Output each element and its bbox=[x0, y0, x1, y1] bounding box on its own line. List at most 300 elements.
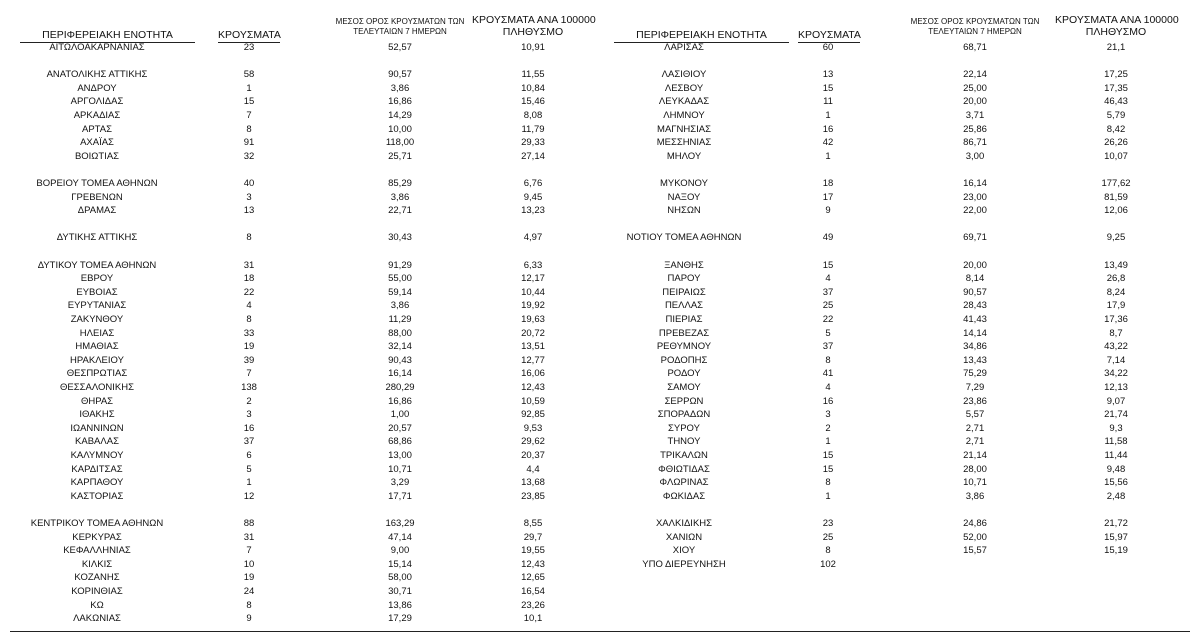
cases-cell: 4 bbox=[246, 300, 252, 312]
table-row bbox=[0, 531, 600, 545]
cases-cell: 41 bbox=[822, 368, 834, 380]
cases-cell: 37 bbox=[822, 341, 834, 353]
region-cell: ΕΥΒΟΙΑΣ bbox=[76, 286, 118, 298]
per100k-cell: 10,59 bbox=[521, 395, 545, 407]
table-row bbox=[600, 68, 1200, 82]
avg7-cell: 86,71 bbox=[963, 137, 987, 149]
cases-cell: 88 bbox=[243, 518, 255, 529]
avg7-header-line2: ΤΕΛΕΥΤΑΙΩΝ 7 ΗΜΕΡΩΝ bbox=[928, 26, 1022, 36]
region-cell: ΠΕΙΡΑΙΩΣ bbox=[662, 286, 706, 298]
cases-cell: 2 bbox=[825, 422, 831, 434]
region-column-header: ΠΕΡΙΦΕΡΕΙΑΚΗ ΕΝΟΤΗΤΑ bbox=[20, 29, 195, 43]
table-row bbox=[600, 354, 1200, 368]
table-row bbox=[0, 136, 600, 150]
table-row bbox=[0, 191, 600, 205]
cases-cell: 31 bbox=[243, 259, 255, 271]
per100k-cell: 16,06 bbox=[521, 368, 545, 380]
region-cell: ΣΠΟΡΑΔΩΝ bbox=[657, 409, 711, 421]
per100k-cell: 12,65 bbox=[521, 572, 545, 584]
table-row bbox=[600, 531, 1200, 545]
table-row bbox=[0, 422, 600, 436]
avg7-cell: 32,14 bbox=[388, 341, 412, 353]
region-cell: ΓΡΕΒΕΝΩΝ bbox=[71, 191, 123, 203]
table-row bbox=[600, 123, 1200, 137]
region-cell: ΙΘΑΚΗΣ bbox=[79, 409, 115, 421]
avg7-cell: 58,00 bbox=[388, 572, 412, 584]
region-cell: ΒΟΙΩΤΙΑΣ bbox=[74, 150, 120, 162]
region-cell: ΑΙΤΩΛΟΑΚΑΡΝΑΝΙΑΣ bbox=[49, 42, 145, 53]
cases-cell: 7 bbox=[246, 368, 252, 380]
table-row bbox=[0, 599, 600, 613]
per100k-cell: 21,1 bbox=[1106, 42, 1126, 53]
per100k-cell: 81,59 bbox=[1104, 191, 1128, 203]
per100k-cell: 43,22 bbox=[1104, 341, 1128, 353]
region-cell: ΝΗΣΩΝ bbox=[667, 205, 701, 217]
avg7-cell: 16,86 bbox=[388, 395, 412, 407]
avg7-cell: 3,29 bbox=[390, 477, 410, 489]
per100k-cell: 10,91 bbox=[521, 42, 545, 53]
cases-cell: 3 bbox=[246, 191, 252, 203]
table-row bbox=[600, 82, 1200, 96]
avg7-cell: 88,00 bbox=[388, 327, 412, 339]
per100k-cell: 23,85 bbox=[521, 490, 545, 502]
avg7-cell: 2,71 bbox=[965, 422, 985, 434]
table-row bbox=[0, 123, 600, 137]
cases-cell: 25 bbox=[822, 531, 834, 543]
region-cell: ΒΟΡΕΙΟΥ ΤΟΜΕΑ ΑΘΗΝΩΝ bbox=[36, 178, 158, 189]
per100k-cell: 29,33 bbox=[521, 137, 545, 149]
region-cell: ΑΧΑΪΑΣ bbox=[80, 137, 114, 149]
avg7-cell: 24,86 bbox=[963, 518, 987, 529]
cases-cell: 102 bbox=[820, 558, 836, 570]
table-row bbox=[600, 41, 1200, 55]
cases-cell: 9 bbox=[246, 613, 252, 625]
per100k-cell: 92,85 bbox=[521, 409, 545, 421]
region-cell: ΚΟΡΙΝΘΙΑΣ bbox=[71, 586, 123, 597]
avg7-cell: 28,00 bbox=[963, 463, 987, 475]
region-cell: ΜΗΛΟΥ bbox=[666, 150, 702, 162]
avg7-cell: 10,00 bbox=[388, 123, 412, 135]
region-cell: ΚΕΦΑΛΛΗΝΙΑΣ bbox=[63, 545, 131, 557]
region-cell: ΘΕΣΠΡΩΤΙΑΣ bbox=[66, 368, 128, 380]
region-cell: ΧΑΛΚΙΔΙΚΗΣ bbox=[655, 518, 713, 529]
per100k-cell: 10,1 bbox=[523, 613, 543, 625]
avg7-cell: 3,86 bbox=[965, 490, 985, 502]
per100k-cell: 15,46 bbox=[521, 96, 545, 108]
region-cell: ΧΑΝΙΩΝ bbox=[665, 531, 703, 543]
per100k-cell: 17,35 bbox=[1104, 82, 1128, 94]
table-row bbox=[600, 490, 1200, 504]
per100k-cell: 21,72 bbox=[1104, 518, 1128, 529]
avg7-cell: 28,43 bbox=[963, 300, 987, 312]
cases-cell: 8 bbox=[825, 354, 831, 366]
cases-cell: 37 bbox=[243, 436, 255, 448]
table-row bbox=[0, 82, 600, 96]
table-row bbox=[600, 204, 1200, 218]
per100k-cell: 177,62 bbox=[1101, 178, 1131, 189]
per100k-header-line2: ΠΛΗΘΥΣΜΟ bbox=[502, 26, 564, 38]
cases-cell: 15 bbox=[243, 96, 255, 108]
cases-cell: 39 bbox=[243, 354, 255, 366]
per100k-column-header bbox=[472, 14, 594, 38]
region-cell: ΖΑΚΥΝΘΟΥ bbox=[70, 314, 124, 325]
avg7-cell: 90,57 bbox=[388, 69, 412, 81]
cases-cell: 15 bbox=[822, 463, 834, 475]
table-row bbox=[0, 463, 600, 477]
cases-cell: 1 bbox=[825, 110, 831, 121]
table-row bbox=[600, 299, 1200, 313]
per100k-cell: 10,84 bbox=[521, 82, 545, 94]
table-row bbox=[600, 191, 1200, 205]
per100k-cell: 15,97 bbox=[1104, 531, 1128, 543]
region-cell: ΜΕΣΣΗΝΙΑΣ bbox=[656, 137, 712, 149]
table-row bbox=[600, 476, 1200, 490]
cases-cell: 6 bbox=[246, 450, 252, 461]
per100k-header-line2: ΠΛΗΘΥΣΜΟ bbox=[1085, 26, 1147, 38]
table-row bbox=[0, 408, 600, 422]
per100k-cell: 19,63 bbox=[521, 314, 545, 325]
region-cell: ΚΑΒΑΛΑΣ bbox=[75, 436, 119, 448]
per100k-cell: 13,49 bbox=[1104, 259, 1128, 271]
avg7-cell: 52,57 bbox=[388, 42, 412, 53]
avg7-cell: 52,00 bbox=[963, 531, 987, 543]
per100k-cell: 6,33 bbox=[523, 259, 543, 271]
avg7-cell: 7,29 bbox=[965, 382, 985, 393]
per100k-cell: 11,58 bbox=[1104, 436, 1128, 448]
table-row bbox=[0, 435, 600, 449]
cases-cell: 8 bbox=[246, 314, 252, 325]
table-row bbox=[0, 517, 600, 531]
cases-cell: 10 bbox=[243, 558, 255, 570]
region-cell: ΚΩ bbox=[90, 599, 104, 611]
region-cell: ΑΝΔΡΟΥ bbox=[77, 82, 117, 94]
per100k-cell: 19,55 bbox=[521, 545, 545, 557]
region-cell: ΗΛΕΙΑΣ bbox=[79, 327, 115, 339]
per100k-cell: 11,55 bbox=[521, 69, 545, 81]
region-cell: ΚΑΡΠΑΘΟΥ bbox=[70, 477, 124, 489]
cases-cell: 1 bbox=[246, 477, 252, 489]
avg7-cell: 14,29 bbox=[388, 110, 412, 121]
per100k-cell: 5,79 bbox=[1106, 110, 1126, 121]
cases-cell: 42 bbox=[822, 137, 834, 149]
avg7-header-line2: ΤΕΛΕΥΤΑΙΩΝ 7 ΗΜΕΡΩΝ bbox=[353, 26, 447, 36]
avg7-cell: 3,86 bbox=[390, 300, 410, 312]
table-row bbox=[600, 517, 1200, 531]
table-row bbox=[0, 558, 600, 572]
region-cell: ΠΡΕΒΕΖΑΣ bbox=[658, 327, 710, 339]
avg7-cell: 90,43 bbox=[388, 354, 412, 366]
per100k-cell: 19,92 bbox=[521, 300, 545, 312]
avg7-cell: 11,29 bbox=[388, 314, 412, 325]
region-cell: ΝΑΞΟΥ bbox=[667, 191, 701, 203]
table-row bbox=[0, 544, 600, 558]
cases-cell: 1 bbox=[246, 82, 252, 94]
avg7-column-header bbox=[905, 17, 1045, 36]
region-cell: ΚΑΡΔΙΤΣΑΣ bbox=[71, 463, 123, 475]
table-row bbox=[0, 177, 600, 191]
table-row bbox=[0, 68, 600, 82]
table-row bbox=[600, 408, 1200, 422]
table-row bbox=[600, 395, 1200, 409]
table-row bbox=[600, 327, 1200, 341]
cases-cell: 19 bbox=[243, 572, 255, 584]
region-cell: ΦΛΩΡΙΝΑΣ bbox=[659, 477, 709, 489]
avg7-cell: 75,29 bbox=[963, 368, 987, 380]
cases-cell: 9 bbox=[825, 205, 831, 217]
avg7-cell: 118,00 bbox=[385, 137, 415, 149]
table-row bbox=[600, 272, 1200, 286]
table-row bbox=[600, 449, 1200, 463]
per100k-cell: 16,54 bbox=[521, 586, 545, 597]
avg7-cell: 15,14 bbox=[388, 558, 412, 570]
cases-cell: 11 bbox=[823, 96, 833, 108]
cases-cell: 22 bbox=[822, 314, 834, 325]
cases-cell: 60 bbox=[822, 42, 834, 53]
per100k-column-header bbox=[1055, 14, 1177, 38]
table-row bbox=[0, 367, 600, 381]
cases-cell: 37 bbox=[822, 286, 834, 298]
region-cell: ΛΑΡΙΣΑΣ bbox=[664, 42, 704, 53]
avg7-cell: 20,00 bbox=[963, 259, 987, 271]
cases-cell: 18 bbox=[822, 178, 834, 189]
avg7-cell: 17,71 bbox=[388, 490, 412, 502]
per100k-cell: 26,8 bbox=[1106, 273, 1126, 285]
per100k-cell: 9,53 bbox=[523, 422, 543, 434]
per100k-cell: 9,45 bbox=[523, 191, 543, 203]
cases-cell: 15 bbox=[822, 450, 834, 461]
avg7-cell: 13,86 bbox=[388, 599, 412, 611]
cases-cell: 19 bbox=[243, 341, 255, 353]
table-row bbox=[0, 490, 600, 504]
region-cell: ΛΕΣΒΟΥ bbox=[664, 82, 704, 94]
table-row bbox=[0, 449, 600, 463]
cases-cell: 31 bbox=[243, 531, 255, 543]
table-row bbox=[0, 272, 600, 286]
cases-cell: 15 bbox=[822, 82, 834, 94]
region-cell: ΛΑΚΩΝΙΑΣ bbox=[73, 613, 121, 625]
per100k-cell: 13,51 bbox=[521, 341, 545, 353]
cases-cell: 13 bbox=[822, 69, 834, 81]
region-cell: ΣΥΡΟΥ bbox=[668, 422, 700, 434]
avg7-cell: 91,29 bbox=[388, 259, 412, 271]
cases-cell: 4 bbox=[825, 273, 831, 285]
avg7-header-line1: ΜΕΣΟΣ ΟΡΟΣ ΚΡΟΥΣΜΑΤΩΝ ΤΩΝ bbox=[910, 17, 1040, 26]
avg7-cell: 3,71 bbox=[965, 110, 985, 121]
cases-cell: 5 bbox=[825, 327, 831, 339]
avg7-cell: 41,43 bbox=[963, 314, 987, 325]
per100k-cell: 4,97 bbox=[523, 232, 543, 244]
per100k-cell: 11,79 bbox=[521, 123, 545, 135]
cases-cell: 5 bbox=[246, 463, 252, 475]
avg7-cell: 47,14 bbox=[388, 531, 412, 543]
avg7-cell: 59,14 bbox=[388, 286, 412, 298]
table-row bbox=[0, 327, 600, 341]
per100k-cell: 17,25 bbox=[1104, 69, 1128, 81]
avg7-cell: 9,00 bbox=[390, 545, 410, 557]
region-cell: ΚΑΣΤΟΡΙΑΣ bbox=[70, 490, 124, 502]
per100k-cell: 8,24 bbox=[1106, 286, 1126, 298]
region-cell: ΡΟΔΟΠΗΣ bbox=[660, 354, 708, 366]
region-cell: ΠΑΡΟΥ bbox=[667, 273, 701, 285]
region-cell: ΣΑΜΟΥ bbox=[667, 382, 701, 393]
per100k-cell: 23,26 bbox=[521, 599, 545, 611]
region-cell: ΔΥΤΙΚΟΥ ΤΟΜΕΑ ΑΘΗΝΩΝ bbox=[37, 259, 157, 271]
cases-cell: 16 bbox=[243, 422, 255, 434]
table-row bbox=[0, 354, 600, 368]
region-cell: ΕΒΡΟΥ bbox=[80, 273, 114, 285]
avg7-cell: 13,00 bbox=[388, 450, 412, 461]
region-cell: ΠΕΛΛΑΣ bbox=[664, 300, 704, 312]
table-row bbox=[600, 435, 1200, 449]
per100k-cell: 9,48 bbox=[1106, 463, 1126, 475]
table-row bbox=[600, 463, 1200, 477]
region-cell: ΚΑΛΥΜΝΟΥ bbox=[70, 450, 124, 461]
cases-cell: 33 bbox=[243, 327, 255, 339]
per100k-cell: 13,23 bbox=[521, 205, 545, 217]
region-cell: ΣΕΡΡΩΝ bbox=[664, 395, 704, 407]
avg7-cell: 13,43 bbox=[963, 354, 987, 366]
region-column-header: ΠΕΡΙΦΕΡΕΙΑΚΗ ΕΝΟΤΗΤΑ bbox=[614, 29, 789, 43]
table-row bbox=[600, 95, 1200, 109]
cases-cell: 18 bbox=[243, 273, 255, 285]
per100k-cell: 12,17 bbox=[521, 273, 545, 285]
region-cell: ΥΠΟ ΔΙΕΡΕΥΝΗΣΗ bbox=[642, 558, 726, 570]
table-row bbox=[600, 381, 1200, 395]
table-row bbox=[0, 41, 600, 55]
cases-cell: 8 bbox=[246, 232, 252, 244]
table-row bbox=[0, 95, 600, 109]
region-cell: ΑΝΑΤΟΛΙΚΗΣ ΑΤΤΙΚΗΣ bbox=[46, 69, 148, 81]
cases-cell: 49 bbox=[822, 232, 834, 244]
cases-cell: 32 bbox=[243, 150, 255, 162]
region-cell: ΕΥΡΥΤΑΝΙΑΣ bbox=[67, 300, 127, 312]
per100k-cell: 2,48 bbox=[1106, 490, 1126, 502]
table-row bbox=[600, 313, 1200, 327]
avg7-cell: 22,14 bbox=[963, 69, 987, 81]
avg7-cell: 22,71 bbox=[388, 205, 412, 217]
region-cell: ΦΘΙΩΤΙΔΑΣ bbox=[658, 463, 710, 475]
region-cell: ΙΩΑΝΝΙΝΩΝ bbox=[70, 422, 124, 434]
cases-cell: 138 bbox=[241, 382, 257, 393]
table-row bbox=[600, 109, 1200, 123]
cases-cell: 1 bbox=[825, 490, 831, 502]
region-cell: ΔΥΤΙΚΗΣ ΑΤΤΙΚΗΣ bbox=[56, 232, 138, 244]
table-row bbox=[0, 476, 600, 490]
region-cell: ΘΕΣΣΑΛΟΝΙΚΗΣ bbox=[60, 382, 134, 393]
table-row bbox=[0, 204, 600, 218]
avg7-cell: 68,71 bbox=[963, 42, 987, 53]
table-row bbox=[600, 136, 1200, 150]
per100k-cell: 20,72 bbox=[521, 327, 545, 339]
avg7-column-header bbox=[330, 17, 470, 36]
avg7-cell: 20,57 bbox=[388, 422, 412, 434]
avg7-cell: 15,57 bbox=[963, 545, 987, 557]
cases-cell: 16 bbox=[822, 123, 834, 135]
region-cell: ΛΕΥΚΑΔΑΣ bbox=[658, 96, 710, 108]
avg7-cell: 68,86 bbox=[388, 436, 412, 448]
region-cell: ΑΡΤΑΣ bbox=[82, 123, 112, 135]
table-row bbox=[0, 150, 600, 164]
table-row bbox=[0, 585, 600, 599]
cases-cell: 8 bbox=[246, 599, 252, 611]
region-cell: ΠΙΕΡΙΑΣ bbox=[665, 314, 703, 325]
avg7-cell: 1,00 bbox=[390, 409, 410, 421]
region-cell: ΦΩΚΙΔΑΣ bbox=[662, 490, 706, 502]
per100k-cell: 12,06 bbox=[1104, 205, 1128, 217]
avg7-cell: 22,00 bbox=[963, 205, 987, 217]
region-cell: ΔΡΑΜΑΣ bbox=[77, 205, 117, 217]
cases-cell: 3 bbox=[246, 409, 252, 421]
per100k-cell: 10,44 bbox=[521, 286, 545, 298]
region-cell: ΚΕΡΚΥΡΑΣ bbox=[72, 531, 122, 543]
avg7-cell: 10,71 bbox=[388, 463, 412, 475]
cases-cell: 23 bbox=[243, 42, 255, 53]
per100k-cell: 12,43 bbox=[521, 382, 545, 393]
per100k-cell: 17,36 bbox=[1104, 314, 1128, 325]
avg7-cell: 3,86 bbox=[390, 82, 410, 94]
cases-cell: 4 bbox=[825, 382, 831, 393]
cases-cell: 12 bbox=[243, 490, 255, 502]
region-cell: ΞΑΝΘΗΣ bbox=[664, 259, 704, 271]
per100k-cell: 12,13 bbox=[1104, 382, 1128, 393]
avg7-cell: 90,57 bbox=[963, 286, 987, 298]
region-cell: ΤΡΙΚΑΛΩΝ bbox=[660, 450, 708, 461]
cases-column-header: ΚΡΟΥΣΜΑΤΑ bbox=[798, 29, 861, 41]
per100k-cell: 21,74 bbox=[1104, 409, 1128, 421]
table-row bbox=[0, 259, 600, 273]
region-cell: ΡΟΔΟΥ bbox=[667, 368, 701, 380]
bottom-rule bbox=[10, 631, 1190, 632]
cases-cell: 1 bbox=[825, 436, 831, 448]
per100k-cell: 8,08 bbox=[523, 110, 543, 121]
cases-cell: 91 bbox=[243, 137, 255, 149]
region-cell: ΜΑΓΝΗΣΙΑΣ bbox=[657, 123, 711, 135]
per100k-cell: 11,44 bbox=[1104, 450, 1128, 461]
table-row bbox=[0, 381, 600, 395]
region-cell: ΝΟΤΙΟΥ ΤΟΜΕΑ ΑΘΗΝΩΝ bbox=[626, 232, 742, 244]
table-row bbox=[0, 286, 600, 300]
cases-cell: 24 bbox=[243, 586, 255, 597]
per100k-cell: 13,68 bbox=[521, 477, 545, 489]
region-cell: ΑΡΚΑΔΙΑΣ bbox=[73, 110, 121, 121]
table-row bbox=[600, 259, 1200, 273]
table-row bbox=[600, 340, 1200, 354]
region-cell: ΗΜΑΘΙΑΣ bbox=[75, 341, 119, 353]
per100k-cell: 8,42 bbox=[1106, 123, 1126, 135]
table-row bbox=[600, 177, 1200, 191]
cases-cell: 16 bbox=[822, 395, 834, 407]
cases-cell: 3 bbox=[825, 409, 831, 421]
avg7-cell: 3,00 bbox=[965, 150, 985, 162]
per100k-cell: 8,7 bbox=[1109, 327, 1123, 339]
cases-cell: 8 bbox=[246, 123, 252, 135]
avg7-cell: 280,29 bbox=[385, 382, 415, 393]
table-row bbox=[0, 612, 600, 626]
cases-cell: 13 bbox=[243, 205, 255, 217]
cases-cell: 58 bbox=[243, 69, 255, 81]
avg7-cell: 69,71 bbox=[963, 232, 987, 244]
region-cell: ΜΥΚΟΝΟΥ bbox=[660, 178, 708, 189]
table-row bbox=[600, 422, 1200, 436]
avg7-cell: 25,86 bbox=[963, 123, 987, 135]
region-cell: ΗΡΑΚΛΕΙΟΥ bbox=[70, 354, 124, 366]
table-row bbox=[600, 150, 1200, 164]
cases-cell: 7 bbox=[246, 545, 252, 557]
avg7-cell: 3,86 bbox=[390, 191, 410, 203]
table-row bbox=[0, 340, 600, 354]
per100k-cell: 27,14 bbox=[521, 150, 545, 162]
avg7-cell: 25,00 bbox=[963, 82, 987, 94]
